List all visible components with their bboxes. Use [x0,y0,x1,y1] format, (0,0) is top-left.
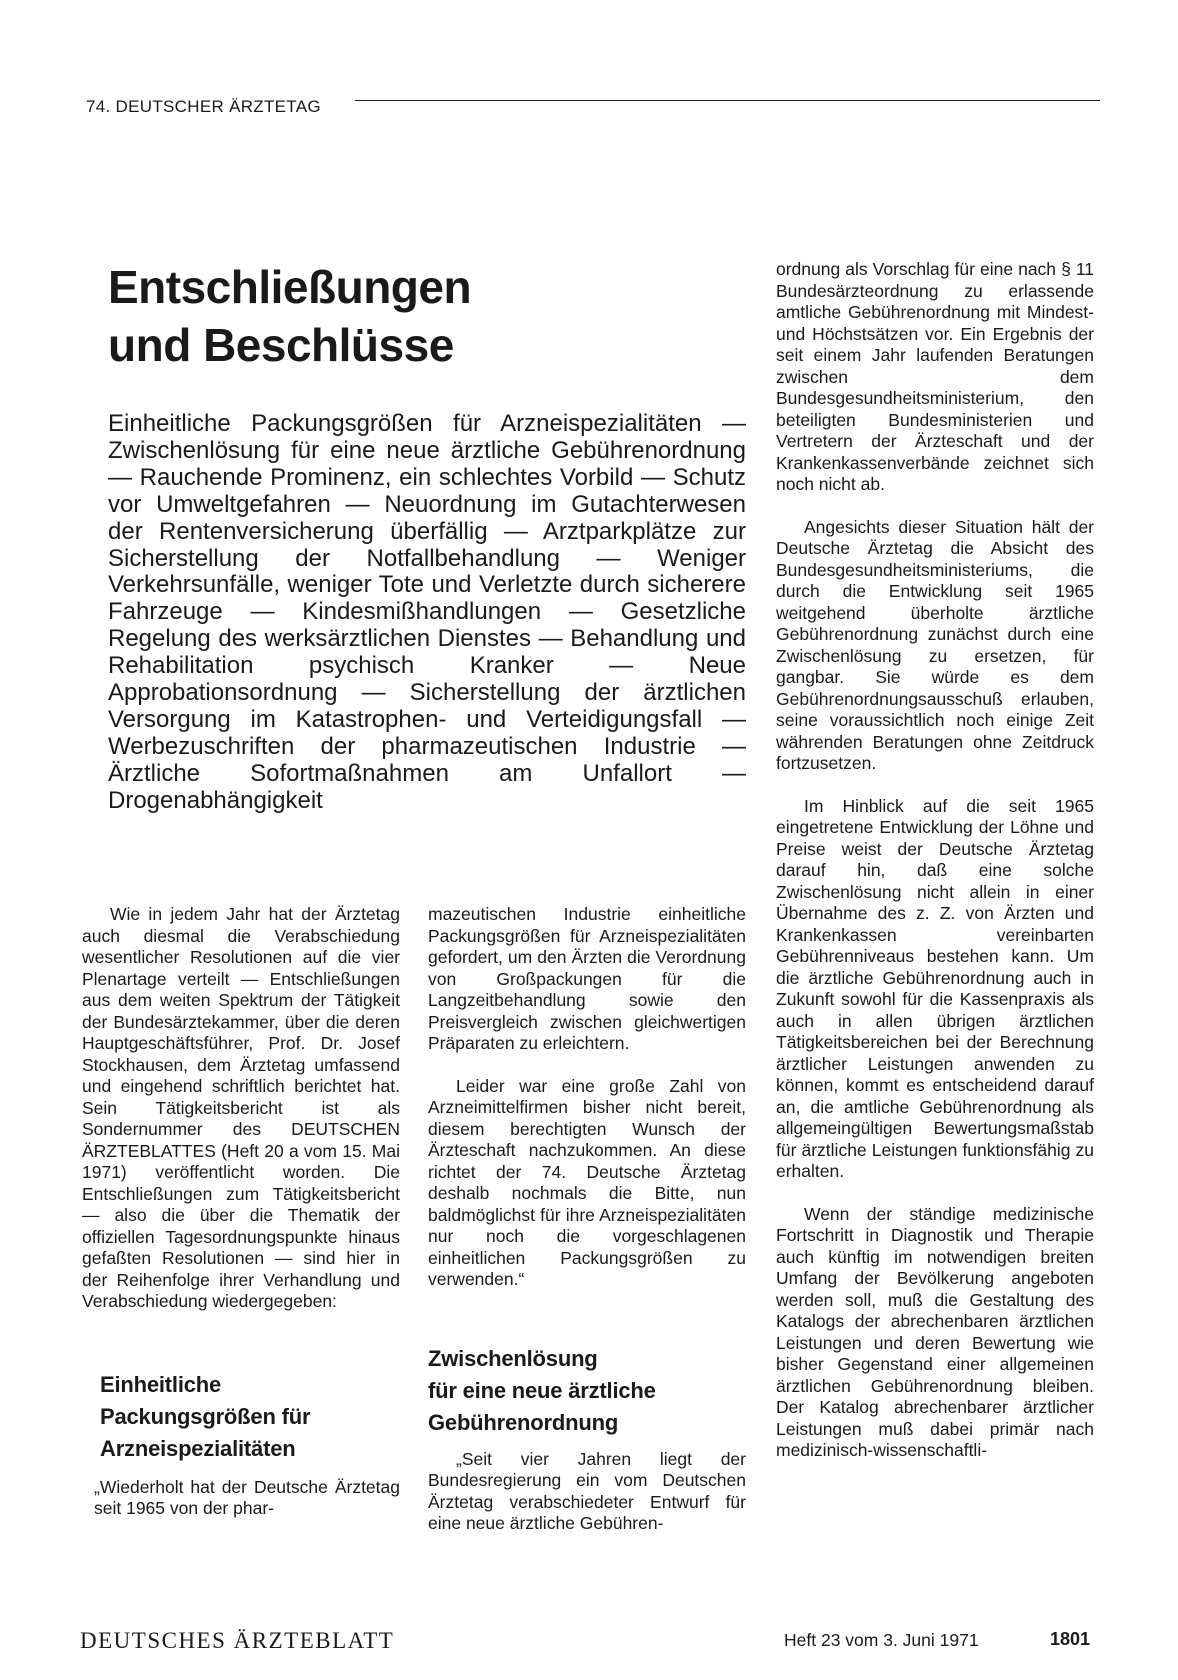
column-2 [428,904,746,1535]
publication-name: DEUTSCHES ÄRZTEBLATT [80,1628,395,1653]
intro-paragraph: Wie in jedem Jahr hat der Ärztetag auch diesmal die Verabschiedung wesentlicher Resolutionen auf die vier Plenartage verteilt — Entschließungen aus dem weiten Spektrum der Tätigkeit der Bundesärztekammer, über die deren Hauptgeschäftsführer, Prof. Dr. Josef Stockhausen, dem Ärztetag umfassend und eingehend schriftlich berichtet hat. Sein Tätigkeitsbericht ist als Sondernummer des DEUTSCHEN ÄRZTEBLATTES (Heft 20 a vom 15. Mai 1971) veröffentlicht worden. Die Entschließungen zum Tätigkeitsbericht — also die über die Thematik der offiziellen Tagesordnungspunkte hinaus gefaßten Resolutionen — sind hier in der Reihenfolge ihrer Verhandlung und Verabschiedung wiedergegeben: [82,904,400,1311]
section-heading-line: Packungsgrößen für [100,1403,311,1429]
header-rule [355,100,1100,101]
resolution-quote-start: „Wiederholt hat der Deutsche Ärztetag seit 1965 von der phar- [94,1476,400,1518]
body-paragraph: Wenn der ständige medizinische Fortschritt in Diagnostik und Therapie auch künftig im notwendigen breiten Umfang der Bevölkerung angeboten werden soll, muß die Gestaltung des Katalogs der abrechenbaren ärztlichen Leistungen und deren Bewertung wie bisher Gegenstand einer allgemeinen ärztlichen Gebührenordnung bleiben. Der Katalog abrechenbarer ärztlicher Leistungen muß dabei primär nach medizinisch-wissenschaftli- [776,1203,1094,1460]
body-paragraph: Leider war eine große Zahl von Arzneimittelfirmen bisher nicht bereit, diesem berechtigten Wunsch der Ärzteschaft nachzukommen. An diese richtet der 74. Deutsche Ärztetag deshalb nochmals die Bitte, nun baldmöglichst für ihre Arzneispezialitäten nur noch die vorgeschlagenen einheitlichen Packungsgrößen zu verwenden.“ [428,1075,746,1289]
issue-info: Heft 23 vom 3. Juni 1971 [784,1630,979,1650]
section-heading-packungsgroessen [100,1369,400,1465]
column-3 [776,259,1094,1462]
body-paragraph: ordnung als Vorschlag für eine nach § 11 Bundesärzteordnung zu erlassende amtliche Gebührenordnung mit Mindest- und Höchstsätzen vor. Ein Ergebnis der seit einem Jahr laufenden Beratungen zwischen dem Bundesgesundheitsministerium, den beteiligten Bundesministerien und Vertretern der Ärzteschaft und der Krankenkassenverbände zeichnet sich noch nicht ab. [776,259,1094,494]
section-heading-zwischenloesung [428,1343,746,1439]
column-1 [82,904,400,1520]
article-title [108,258,668,374]
section-heading-line: Einheitliche [100,1371,222,1397]
resolution-quote-continued: mazeutischen Industrie einheitliche Packungsgrößen für Arzneispezialitäten gefordert, um den Ärzten die Verordnung von Großpackungen für die Langzeitbehandlung sowie den Preisvergleich zwischen gleichwertigen Präparaten zu erleichtern. [428,904,746,1053]
body-paragraph: Im Hinblick auf die seit 1965 eingetretene Entwicklung der Löhne und Preise weist der Deutsche Ärztetag darauf hin, daß eine solche Zwischenlösung nicht allein in einer Übernahme des z. Z. von Ärzten und Krankenkassen vereinbarten Gebührenniveaus bestehen kann. Um die ärztliche Gebührenordnung auch in Zukunft sowohl für die Kassenpraxis als auch in allen übrigen ärztlichen Tätigkeitsbereichen bei der Berechnung ärztlicher Leistungen anwenden zu können, kommt es entscheidend darauf an, die amtliche Gebührenordnung als allgemeingültigen Bewertungsmaßstab für ärztliche Leistungen funktionsfähig zu erhalten. [776,795,1094,1181]
article-title-line-1: Entschließungen [108,261,472,313]
body-paragraph: Angesichts dieser Situation hält der Deutsche Ärztetag die Absicht des Bundesgesundheitsministeriums, die durch die Entwicklung seit 1965 weitgehend überholte ärztliche Gebührenordnung zunächst durch eine Zwischenlösung zu ersetzen, für gangbar. Sie würde es dem Gebührenordnungsausschuß erlauben, seine voraussichtlich noch einige Zeit währenden Beratungen ohne Zeitdruck fortzusetzen. [776,516,1094,773]
topic-summary: Einheitliche Packungsgrößen für Arzneispezialitäten — Zwischenlösung für eine neue ärztliche Gebührenordnung — Rauchende Prominenz, ein schlechtes Vorbild — Schutz vor Umweltgefahren — Neuordnung im Gutachterwesen der Rentenversicherung überfällig — Arztparkplätze zur Sicherstellung der Notfallbehandlung — Weniger Verkehrsunfälle, weniger Tote und Verletzte durch sicherere Fahrzeuge — Kindesmißhandlungen — Gesetzliche Regelung des werksärztlichen Dienstes — Behandlung und Rehabilitation psychisch Kranker — Neue Approbationsordnung — Sicherstellung der ärztlichen Versorgung im Katastrophen- und Verteidigungsfall — Werbezuschriften der pharmazeutischen Industrie — Ärztliche Sofortmaßnahmen am Unfallort — Drogenabhängigkeit [108,410,746,814]
section-heading-line: Zwischenlösung [428,1345,598,1371]
resolution-quote-start: „Seit vier Jahren liegt der Bundesregierung ein vom Deutschen Ärztetag verabschiedeter Entwurf für eine neue ärztliche Gebühren- [428,1448,746,1533]
running-header: 74. DEUTSCHER ÄRZTETAG [86,97,321,116]
page-number: 1801 [1050,1629,1091,1649]
article-title-line-2: und Beschlüsse [108,319,454,371]
section-heading-line: Arzneispezialitäten [100,1435,296,1461]
section-heading-line: Gebührenordnung [428,1409,619,1435]
section-heading-line: für eine neue ärztliche [428,1377,656,1403]
